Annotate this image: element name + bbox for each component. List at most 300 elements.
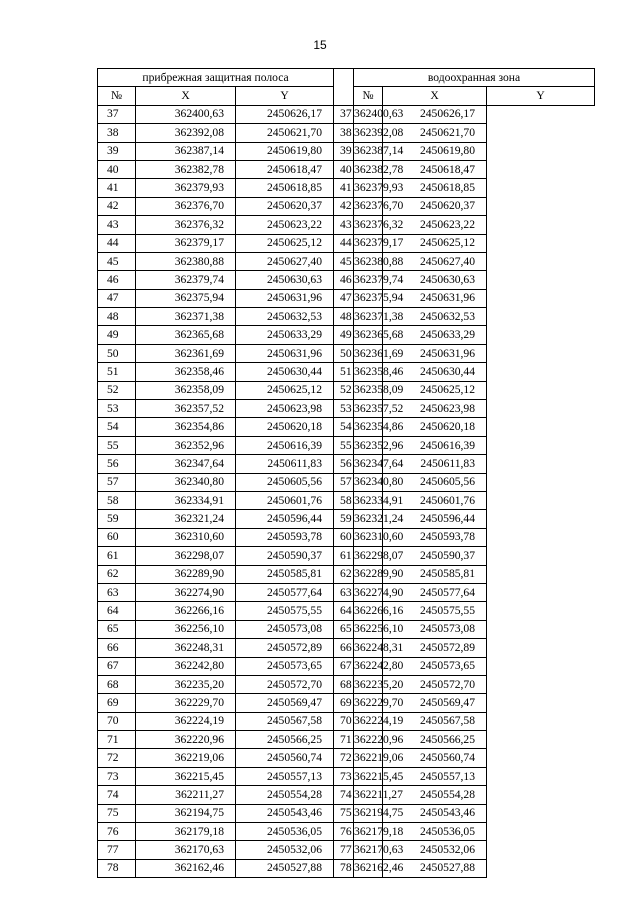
x-coordinate: 362220,96 — [354, 731, 383, 749]
y-coordinate: 2450625,12 — [236, 234, 334, 252]
y-coordinate: 2450593,78 — [383, 528, 487, 546]
point-number: 44 — [334, 234, 354, 252]
y-coordinate: 2450554,28 — [236, 786, 334, 804]
point-number: 41 — [334, 179, 354, 197]
x-coordinate: 362347,64 — [136, 455, 236, 473]
point-number: 65 — [98, 620, 136, 638]
x-coordinate: 362321,24 — [354, 510, 383, 528]
point-number: 73 — [334, 767, 354, 785]
y-coordinate: 2450572,70 — [383, 675, 487, 693]
point-number: 62 — [98, 565, 136, 583]
point-number: 66 — [98, 639, 136, 657]
y-coordinate: 2450572,89 — [236, 639, 334, 657]
table-row — [98, 583, 595, 601]
x-coordinate: 362289,90 — [354, 565, 383, 583]
table-row — [98, 712, 595, 730]
x-coordinate: 362400,63 — [136, 105, 236, 123]
point-number: 51 — [98, 363, 136, 381]
y-coordinate: 2450623,22 — [236, 216, 334, 234]
y-coordinate: 2450626,17 — [383, 105, 487, 123]
x-coordinate: 362358,09 — [354, 381, 383, 399]
y-coordinate: 2450569,47 — [383, 694, 487, 712]
table-row — [98, 381, 595, 399]
x-coordinate: 362354,86 — [136, 418, 236, 436]
point-number: 41 — [98, 179, 136, 197]
x-coordinate: 362256,10 — [354, 620, 383, 638]
y-coordinate: 2450627,40 — [236, 252, 334, 270]
y-coordinate: 2450536,05 — [383, 823, 487, 841]
point-number: 45 — [98, 252, 136, 270]
point-number: 65 — [334, 620, 354, 638]
point-number: 42 — [334, 197, 354, 215]
y-coordinate: 2450577,64 — [236, 583, 334, 601]
point-number: 52 — [98, 381, 136, 399]
table-row — [98, 731, 595, 749]
x-coordinate: 362274,90 — [136, 583, 236, 601]
point-number: 63 — [334, 583, 354, 601]
point-number: 78 — [98, 859, 136, 877]
x-coordinate: 362211,27 — [354, 786, 383, 804]
table-row — [98, 473, 595, 491]
x-coordinate: 362310,60 — [136, 528, 236, 546]
x-coordinate: 362379,17 — [136, 234, 236, 252]
x-coordinate: 362229,70 — [136, 694, 236, 712]
x-coordinate: 362242,80 — [354, 657, 383, 675]
x-coordinate: 362387,14 — [354, 142, 383, 160]
table-row — [98, 639, 595, 657]
y-coordinate: 2450633,29 — [383, 326, 487, 344]
x-coordinate: 362375,94 — [354, 289, 383, 307]
left-section-title: прибрежная защитная полоса — [98, 69, 334, 87]
y-coordinate: 2450625,12 — [236, 381, 334, 399]
y-coordinate: 2450557,13 — [236, 767, 334, 785]
point-number: 69 — [98, 694, 136, 712]
table-row — [98, 363, 595, 381]
x-coordinate: 362162,46 — [136, 859, 236, 877]
x-coordinate: 362162,46 — [354, 859, 383, 877]
x-coordinate: 362310,60 — [354, 528, 383, 546]
point-number: 60 — [98, 528, 136, 546]
table-row — [98, 216, 595, 234]
x-coordinate: 362256,10 — [136, 620, 236, 638]
table-row — [98, 749, 595, 767]
point-number: 61 — [334, 547, 354, 565]
right-section-title: водоохранная зона — [354, 69, 595, 87]
point-number: 39 — [334, 142, 354, 160]
y-coordinate: 2450626,17 — [236, 105, 334, 123]
table-row — [98, 344, 595, 362]
point-number: 57 — [98, 473, 136, 491]
point-number: 59 — [334, 510, 354, 528]
point-number: 50 — [98, 344, 136, 362]
header-x: X — [383, 87, 487, 105]
x-coordinate: 362365,68 — [136, 326, 236, 344]
y-coordinate: 2450575,55 — [383, 602, 487, 620]
y-coordinate: 2450596,44 — [383, 510, 487, 528]
table-row — [98, 400, 595, 418]
y-coordinate: 2450527,88 — [383, 859, 487, 877]
y-coordinate: 2450527,88 — [236, 859, 334, 877]
y-coordinate: 2450631,96 — [236, 344, 334, 362]
x-coordinate: 362361,69 — [136, 344, 236, 362]
y-coordinate: 2450631,96 — [383, 289, 487, 307]
x-coordinate: 362376,70 — [136, 197, 236, 215]
y-coordinate: 2450618,85 — [236, 179, 334, 197]
y-coordinate: 2450627,40 — [383, 252, 487, 270]
table-row — [98, 252, 595, 270]
x-coordinate: 362358,46 — [136, 363, 236, 381]
table-row — [98, 510, 595, 528]
x-coordinate: 362358,09 — [136, 381, 236, 399]
point-number: 76 — [98, 823, 136, 841]
point-number: 73 — [98, 767, 136, 785]
x-coordinate: 362357,52 — [136, 400, 236, 418]
x-coordinate: 362211,27 — [136, 786, 236, 804]
point-number: 67 — [98, 657, 136, 675]
point-number: 48 — [98, 308, 136, 326]
header-number: № — [354, 87, 383, 105]
x-coordinate: 362274,90 — [354, 583, 383, 601]
y-coordinate: 2450632,53 — [383, 308, 487, 326]
x-coordinate: 362215,45 — [354, 767, 383, 785]
x-coordinate: 362340,80 — [136, 473, 236, 491]
table-row — [98, 491, 595, 509]
y-coordinate: 2450619,80 — [383, 142, 487, 160]
x-coordinate: 362352,96 — [354, 436, 383, 454]
y-coordinate: 2450536,05 — [236, 823, 334, 841]
point-number: 49 — [334, 326, 354, 344]
y-coordinate: 2450620,37 — [236, 197, 334, 215]
table-row — [98, 418, 595, 436]
point-number: 61 — [98, 547, 136, 565]
header-y: Y — [487, 87, 595, 105]
x-coordinate: 362334,91 — [136, 491, 236, 509]
point-number: 71 — [98, 731, 136, 749]
point-number: 76 — [334, 823, 354, 841]
x-coordinate: 362194,75 — [136, 804, 236, 822]
y-coordinate: 2450631,96 — [383, 344, 487, 362]
x-coordinate: 362375,94 — [136, 289, 236, 307]
point-number: 48 — [334, 308, 354, 326]
point-number: 53 — [334, 400, 354, 418]
point-number: 46 — [98, 271, 136, 289]
y-coordinate: 2450619,80 — [236, 142, 334, 160]
point-number: 46 — [334, 271, 354, 289]
point-number: 54 — [98, 418, 136, 436]
x-coordinate: 362352,96 — [136, 436, 236, 454]
point-number: 63 — [98, 583, 136, 601]
point-number: 71 — [334, 731, 354, 749]
header-number: № — [98, 87, 136, 105]
y-coordinate: 2450590,37 — [383, 547, 487, 565]
y-coordinate: 2450620,18 — [383, 418, 487, 436]
x-coordinate: 362224,19 — [136, 712, 236, 730]
point-number: 68 — [334, 675, 354, 693]
y-coordinate: 2450623,98 — [236, 400, 334, 418]
y-coordinate: 2450625,12 — [383, 381, 487, 399]
x-coordinate: 362215,45 — [136, 767, 236, 785]
y-coordinate: 2450618,85 — [383, 179, 487, 197]
y-coordinate: 2450630,44 — [383, 363, 487, 381]
x-coordinate: 362361,69 — [354, 344, 383, 362]
x-coordinate: 362376,70 — [354, 197, 383, 215]
x-coordinate: 362170,63 — [136, 841, 236, 859]
x-coordinate: 362266,16 — [136, 602, 236, 620]
table-row — [98, 620, 595, 638]
table-row — [98, 565, 595, 583]
table-row — [98, 124, 595, 142]
y-coordinate: 2450601,76 — [236, 491, 334, 509]
y-coordinate: 2450532,06 — [383, 841, 487, 859]
x-coordinate: 362219,06 — [136, 749, 236, 767]
table-row — [98, 841, 595, 859]
table-body — [98, 105, 595, 877]
point-number: 77 — [98, 841, 136, 859]
y-coordinate: 2450585,81 — [236, 565, 334, 583]
x-coordinate: 362354,86 — [354, 418, 383, 436]
y-coordinate: 2450569,47 — [236, 694, 334, 712]
x-coordinate: 362298,07 — [354, 547, 383, 565]
header-x: X — [136, 87, 236, 105]
point-number: 40 — [98, 160, 136, 178]
x-coordinate: 362179,18 — [354, 823, 383, 841]
header-y: Y — [236, 87, 334, 105]
y-coordinate: 2450567,58 — [383, 712, 487, 730]
y-coordinate: 2450596,44 — [236, 510, 334, 528]
point-number: 50 — [334, 344, 354, 362]
y-coordinate: 2450590,37 — [236, 547, 334, 565]
point-number: 45 — [334, 252, 354, 270]
y-coordinate: 2450567,58 — [236, 712, 334, 730]
y-coordinate: 2450573,08 — [383, 620, 487, 638]
table-row — [98, 804, 595, 822]
y-coordinate: 2450577,64 — [383, 583, 487, 601]
y-coordinate: 2450566,25 — [236, 731, 334, 749]
x-coordinate: 362400,63 — [354, 105, 383, 123]
x-coordinate: 362194,75 — [354, 804, 383, 822]
y-coordinate: 2450557,13 — [383, 767, 487, 785]
point-number: 49 — [98, 326, 136, 344]
point-number: 60 — [334, 528, 354, 546]
x-coordinate: 362229,70 — [354, 694, 383, 712]
table-row — [98, 694, 595, 712]
y-coordinate: 2450616,39 — [236, 436, 334, 454]
table-row — [98, 197, 595, 215]
x-coordinate: 362387,14 — [136, 142, 236, 160]
x-coordinate: 362392,08 — [136, 124, 236, 142]
point-number: 51 — [334, 363, 354, 381]
y-coordinate: 2450532,06 — [236, 841, 334, 859]
x-coordinate: 362382,78 — [354, 160, 383, 178]
y-coordinate: 2450585,81 — [383, 565, 487, 583]
point-number: 56 — [98, 455, 136, 473]
y-coordinate: 2450625,12 — [383, 234, 487, 252]
x-coordinate: 362179,18 — [136, 823, 236, 841]
point-number: 68 — [98, 675, 136, 693]
x-coordinate: 362371,38 — [354, 308, 383, 326]
point-number: 39 — [98, 142, 136, 160]
x-coordinate: 362371,38 — [136, 308, 236, 326]
y-coordinate: 2450633,29 — [236, 326, 334, 344]
y-coordinate: 2450632,53 — [236, 308, 334, 326]
x-coordinate: 362170,63 — [354, 841, 383, 859]
y-coordinate: 2450618,47 — [236, 160, 334, 178]
point-number: 55 — [98, 436, 136, 454]
point-number: 64 — [334, 602, 354, 620]
x-coordinate: 362376,32 — [136, 216, 236, 234]
table-title-row — [98, 69, 595, 87]
y-coordinate: 2450554,28 — [383, 786, 487, 804]
point-number: 40 — [334, 160, 354, 178]
x-coordinate: 362235,20 — [354, 675, 383, 693]
table-row — [98, 823, 595, 841]
y-coordinate: 2450623,98 — [383, 400, 487, 418]
x-coordinate: 362266,16 — [354, 602, 383, 620]
coordinates-table — [97, 68, 595, 878]
point-number: 52 — [334, 381, 354, 399]
point-number: 38 — [98, 124, 136, 142]
x-coordinate: 362242,80 — [136, 657, 236, 675]
table-row — [98, 160, 595, 178]
x-coordinate: 362365,68 — [354, 326, 383, 344]
y-coordinate: 2450572,70 — [236, 675, 334, 693]
x-coordinate: 362379,74 — [136, 271, 236, 289]
y-coordinate: 2450601,76 — [383, 491, 487, 509]
x-coordinate: 362321,24 — [136, 510, 236, 528]
x-coordinate: 362380,88 — [354, 252, 383, 270]
table-row — [98, 289, 595, 307]
y-coordinate: 2450573,65 — [236, 657, 334, 675]
table-row — [98, 105, 595, 123]
table-row — [98, 786, 595, 804]
point-number: 58 — [98, 491, 136, 509]
x-coordinate: 362220,96 — [136, 731, 236, 749]
point-number: 75 — [98, 804, 136, 822]
point-number: 70 — [334, 712, 354, 730]
y-coordinate: 2450543,46 — [383, 804, 487, 822]
y-coordinate: 2450630,44 — [236, 363, 334, 381]
x-coordinate: 362298,07 — [136, 547, 236, 565]
x-coordinate: 362379,93 — [354, 179, 383, 197]
point-number: 77 — [334, 841, 354, 859]
y-coordinate: 2450616,39 — [383, 436, 487, 454]
point-number: 53 — [98, 400, 136, 418]
table-row — [98, 326, 595, 344]
point-number: 37 — [98, 105, 136, 123]
table-row — [98, 142, 595, 160]
table-row — [98, 547, 595, 565]
point-number: 43 — [334, 216, 354, 234]
point-number: 70 — [98, 712, 136, 730]
point-number: 74 — [98, 786, 136, 804]
point-number: 43 — [98, 216, 136, 234]
point-number: 72 — [98, 749, 136, 767]
y-coordinate: 2450621,70 — [236, 124, 334, 142]
table-row — [98, 234, 595, 252]
page-number: 15 — [313, 38, 327, 52]
y-coordinate: 2450630,63 — [236, 271, 334, 289]
y-coordinate: 2450605,56 — [236, 473, 334, 491]
x-coordinate: 362382,78 — [136, 160, 236, 178]
point-number: 64 — [98, 602, 136, 620]
table-row — [98, 859, 595, 877]
point-number: 72 — [334, 749, 354, 767]
point-number: 69 — [334, 694, 354, 712]
x-coordinate: 362379,17 — [354, 234, 383, 252]
table-row — [98, 767, 595, 785]
y-coordinate: 2450573,08 — [236, 620, 334, 638]
point-number: 55 — [334, 436, 354, 454]
x-coordinate: 362347,64 — [354, 455, 383, 473]
table-row — [98, 308, 595, 326]
point-number: 74 — [334, 786, 354, 804]
y-coordinate: 2450620,18 — [236, 418, 334, 436]
y-coordinate: 2450560,74 — [236, 749, 334, 767]
point-number: 42 — [98, 197, 136, 215]
y-coordinate: 2450593,78 — [236, 528, 334, 546]
x-coordinate: 362340,80 — [354, 473, 383, 491]
table-row — [98, 528, 595, 546]
point-number: 58 — [334, 491, 354, 509]
y-coordinate: 2450605,56 — [383, 473, 487, 491]
point-number: 37 — [334, 105, 354, 123]
x-coordinate: 362392,08 — [354, 124, 383, 142]
x-coordinate: 362248,31 — [136, 639, 236, 657]
y-coordinate: 2450566,25 — [383, 731, 487, 749]
y-coordinate: 2450621,70 — [383, 124, 487, 142]
point-number: 59 — [98, 510, 136, 528]
point-number: 47 — [98, 289, 136, 307]
column-separator — [334, 69, 354, 106]
table-row — [98, 179, 595, 197]
point-number: 78 — [334, 859, 354, 877]
y-coordinate: 2450611,83 — [383, 455, 487, 473]
y-coordinate: 2450620,37 — [383, 197, 487, 215]
y-coordinate: 2450631,96 — [236, 289, 334, 307]
y-coordinate: 2450623,22 — [383, 216, 487, 234]
point-number: 75 — [334, 804, 354, 822]
point-number: 66 — [334, 639, 354, 657]
x-coordinate: 362358,46 — [354, 363, 383, 381]
y-coordinate: 2450575,55 — [236, 602, 334, 620]
x-coordinate: 362289,90 — [136, 565, 236, 583]
table-row — [98, 602, 595, 620]
point-number: 56 — [334, 455, 354, 473]
x-coordinate: 362235,20 — [136, 675, 236, 693]
x-coordinate: 362248,31 — [354, 639, 383, 657]
point-number: 57 — [334, 473, 354, 491]
x-coordinate: 362380,88 — [136, 252, 236, 270]
y-coordinate: 2450572,89 — [383, 639, 487, 657]
point-number: 47 — [334, 289, 354, 307]
point-number: 62 — [334, 565, 354, 583]
x-coordinate: 362334,91 — [354, 491, 383, 509]
y-coordinate: 2450611,83 — [236, 455, 334, 473]
x-coordinate: 362379,93 — [136, 179, 236, 197]
x-coordinate: 362224,19 — [354, 712, 383, 730]
x-coordinate: 362379,74 — [354, 271, 383, 289]
y-coordinate: 2450543,46 — [236, 804, 334, 822]
table-row — [98, 657, 595, 675]
x-coordinate: 362357,52 — [354, 400, 383, 418]
point-number: 54 — [334, 418, 354, 436]
y-coordinate: 2450560,74 — [383, 749, 487, 767]
y-coordinate: 2450573,65 — [383, 657, 487, 675]
y-coordinate: 2450618,47 — [383, 160, 487, 178]
point-number: 38 — [334, 124, 354, 142]
x-coordinate: 362376,32 — [354, 216, 383, 234]
table-row — [98, 436, 595, 454]
